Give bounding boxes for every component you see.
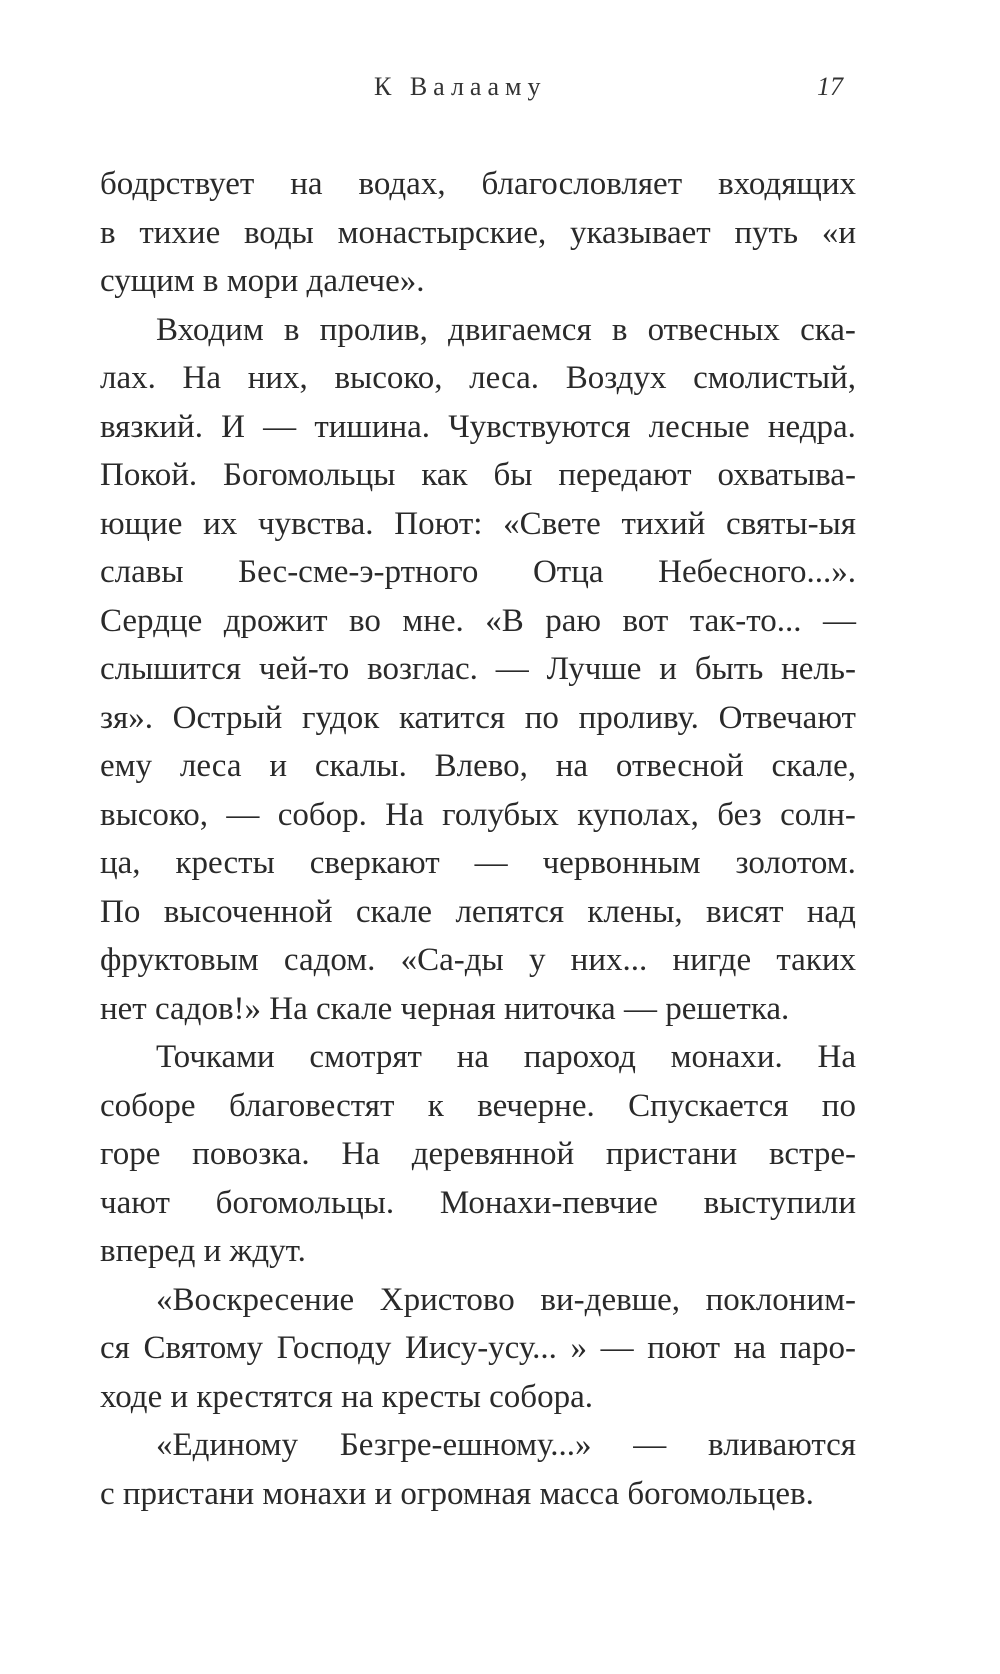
text-line: Точками смотрят на пароход монахи. На — [156, 1039, 856, 1075]
text-line: фруктовым садом. «Са-ды у них... нигде таких — [100, 942, 856, 978]
text-line: бодрствует на водах, благословляет входящих — [100, 166, 856, 202]
text-line: Входим в пролив, двигаемся в отвесных ска- — [156, 311, 856, 348]
text-line: горе повозка. На деревянной пристани встре- — [100, 1136, 856, 1172]
text-line: высоко, — собор. На голубых куполах, без солн- — [100, 796, 856, 833]
text-line: зя». Острый гудок катится по проливу. Отвечают — [100, 699, 856, 736]
text-line: ся Святому Господу Иису-усу... » — поют на паро- — [100, 1330, 856, 1366]
running-title: К Валааму — [374, 72, 547, 101]
text-line: По высоченной скале лепятся клены, висят над — [100, 893, 856, 930]
text-line: соборе благовестят к вечерне. Спускается по — [100, 1087, 856, 1124]
text-line: сущим в мори далече». — [100, 263, 425, 299]
page-number: 17 — [817, 72, 843, 101]
text-line: вязкий. И — тишина. Чувствуются лесные недра. — [100, 408, 856, 445]
text-line: чают богомольцы. Монахи-певчие выступили — [100, 1184, 856, 1221]
text-line: нет садов!» На скале черная ниточка — решетка. — [100, 990, 790, 1027]
paragraph — [100, 306, 856, 1034]
paragraph — [100, 1421, 856, 1518]
text-line: славы Бес-сме-э-ртного Отца Небесного...». — [100, 554, 856, 590]
text-line: «Единому Безгре-ешному...» — вливаются — [156, 1427, 856, 1463]
text-line: в тихие воды монастырские, указывает путь «и — [100, 214, 856, 251]
paragraph — [100, 1033, 856, 1276]
body-text — [100, 160, 856, 1518]
text-line: с пристани монахи и огромная масса богомольцев. — [100, 1475, 814, 1512]
text-line: ходе и крестятся на кресты собора. — [100, 1378, 593, 1415]
text-line: ему леса и скалы. Влево, на отвесной скале, — [100, 748, 856, 784]
text-line: вперед и ждут. — [100, 1233, 306, 1269]
running-head — [0, 72, 1000, 112]
paragraph — [100, 1276, 856, 1422]
paragraph — [100, 160, 856, 306]
text-line: ющие их чувства. Поют: «Свете тихий святы-ыя — [100, 505, 856, 542]
text-line: ца, кресты сверкают — червонным золотом. — [100, 845, 856, 881]
text-line: лах. На них, высоко, леса. Воздух смолистый, — [100, 360, 856, 396]
text-line: Покой. Богомольцы как бы передают охватыва- — [100, 457, 856, 493]
text-line: слышится чей-то возглас. — Лучше и быть нель- — [100, 651, 856, 687]
text-line: «Воскресение Христово ви-девше, поклоним- — [156, 1281, 856, 1318]
text-line: Сердце дрожит во мне. «В раю вот так-то... — — [100, 602, 856, 639]
